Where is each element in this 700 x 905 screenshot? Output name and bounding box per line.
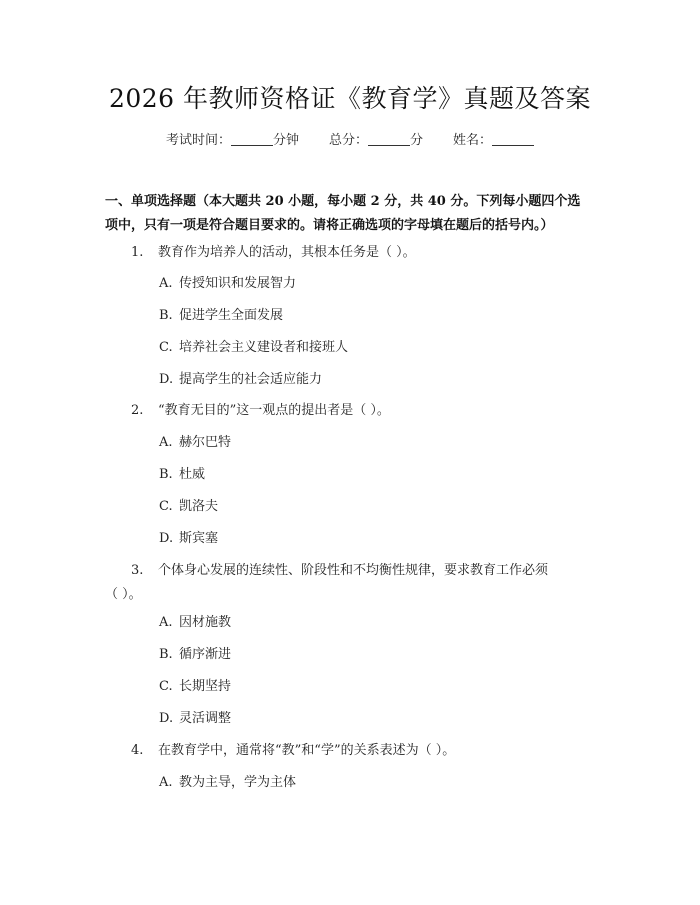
option-text: 促进学生全面发展 [179, 308, 284, 323]
option-2b [159, 463, 599, 487]
option-3b [159, 643, 599, 667]
option-text: 斯宾塞 [179, 531, 219, 546]
option-label: B. [159, 308, 173, 323]
option-text: 赫尔巴特 [179, 435, 232, 450]
option-1b [159, 304, 599, 328]
option-text: 循序渐进 [179, 647, 232, 662]
question-stem-continued: （ ）。 [105, 587, 142, 602]
question-4 [105, 739, 600, 763]
option-label: B. [159, 467, 173, 482]
option-text: 凯洛夫 [179, 499, 219, 514]
option-label: C. [159, 679, 173, 694]
question-number: 4. [131, 743, 144, 758]
option-text: 教为主导，学为主体 [179, 775, 297, 790]
time-blank [231, 131, 273, 146]
option-label: D. [159, 711, 174, 726]
question-3 [105, 559, 600, 607]
question-stem: 个体身心发展的连续性、阶段性和不均衡性规律，要求教育工作必须 [158, 563, 549, 578]
question-2 [105, 399, 600, 423]
option-1d [159, 368, 599, 392]
option-4a [159, 771, 599, 795]
time-unit: 分钟 [272, 133, 299, 148]
question-number: 1. [131, 245, 144, 260]
option-label: C. [159, 499, 173, 514]
option-1c [159, 336, 599, 360]
score-blank [368, 131, 410, 146]
option-text: 传授知识和发展智力 [179, 276, 297, 291]
question-number: 3. [131, 563, 144, 578]
question-number: 2. [131, 403, 144, 418]
question-stem: “教育无目的”这一观点的提出者是（ ）。 [158, 403, 390, 418]
score-unit: 分 [410, 133, 424, 148]
document-title: 2026 年教师资格证《教育学》真题及答案 [108, 84, 592, 113]
option-1a [159, 272, 599, 296]
exam-info-line [0, 131, 700, 151]
option-3c [159, 675, 599, 699]
option-label: B. [159, 647, 173, 662]
question-stem: 在教育学中，通常将“教”和“学”的关系表述为（ ）。 [158, 743, 456, 758]
name-blank [492, 131, 534, 146]
option-3d [159, 707, 599, 731]
option-2a [159, 431, 599, 455]
option-label: A. [159, 775, 173, 790]
option-label: A. [159, 276, 173, 291]
option-text: 灵活调整 [179, 711, 232, 726]
option-label: A. [159, 435, 173, 450]
section-heading [105, 190, 600, 238]
question-1 [105, 241, 600, 265]
option-text: 培养社会主义建设者和接班人 [179, 340, 349, 355]
option-2d [159, 527, 599, 551]
option-text: 长期坚持 [179, 679, 232, 694]
option-2c [159, 495, 599, 519]
question-stem: 教育作为培养人的活动，其根本任务是（ ）。 [158, 245, 416, 260]
section-heading-line-2: 项中，只有一项是符合题目要求的。请将正确选项的字母填在题后的括号内。） [105, 218, 554, 233]
option-label: C. [159, 340, 173, 355]
score-label: 总分： [328, 133, 368, 148]
option-label: D. [159, 372, 174, 387]
option-text: 因材施教 [179, 615, 232, 630]
section-heading-line-1: 一、单项选择题（本大题共 20 小题，每小题 2 分，共 40 分。下列每小题四个选 [105, 194, 581, 209]
time-label: 考试时间： [165, 133, 231, 148]
name-label: 姓名： [453, 133, 493, 148]
option-label: D. [159, 531, 174, 546]
option-label: A. [159, 615, 173, 630]
option-text: 提高学生的社会适应能力 [179, 372, 323, 387]
option-text: 杜威 [179, 467, 206, 482]
option-3a [159, 611, 599, 635]
